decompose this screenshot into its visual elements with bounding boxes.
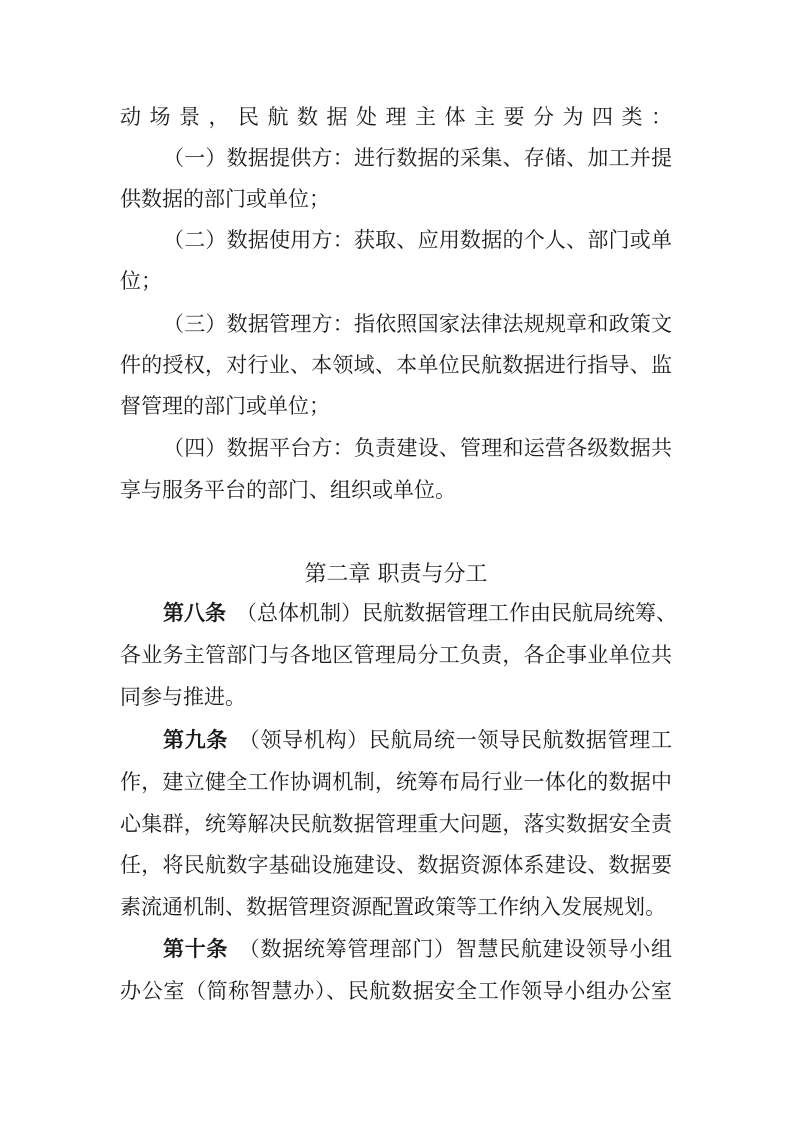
article-text: （总体机制）民航数据管理工作由民航局统筹、 xyxy=(236,601,677,625)
text-line: 各业务主管部门与各地区管理局分工负责，各企事业单位共 xyxy=(120,643,672,667)
article-label: 第八条 xyxy=(163,600,226,625)
text-line: 督管理的部门或单位； xyxy=(120,394,330,418)
text-line: 供数据的部门或单位； xyxy=(120,187,330,211)
text-line: 任，将民航数字基础设施建设、数据资源体系建设、数据要 xyxy=(120,853,672,877)
text-line: （一）数据提供方：进行数据的采集、存储、加工并提 xyxy=(163,146,672,170)
article-first-line xyxy=(163,725,672,755)
article-label: 第十条 xyxy=(163,936,229,961)
article-label: 第九条 xyxy=(163,727,229,752)
article-text: （数据统筹管理部门）智慧民航建设领导小组 xyxy=(238,937,673,961)
text-line: 素流通机制、数据管理资源配置政策等工作纳入发展规划。 xyxy=(120,895,666,919)
text-line: 享与服务平台的部门、组织或单位。 xyxy=(120,478,456,502)
article-first-line xyxy=(163,598,677,628)
text-line: 办公室（简称智慧办）、民航数据安全工作领导小组办公室 xyxy=(120,979,672,1003)
chapter-heading: 第二章 职责与分工 xyxy=(304,562,488,587)
text-line: 心集群，统筹解决民航数据管理重大问题，落实数据安全责 xyxy=(120,812,672,836)
article-text: （领导机构）民航局统一领导民航数据管理工 xyxy=(238,728,673,752)
text-line: 同参与推进。 xyxy=(120,685,246,709)
text-line: 位； xyxy=(120,269,162,293)
text-line: （二）数据使用方：获取、应用数据的个人、部门或单 xyxy=(163,228,672,252)
text-line: （四）数据平台方：负责建设、管理和运营各级数据共 xyxy=(163,436,672,460)
text-line: 动场景，民航数据处理主体主要分为四类： xyxy=(120,105,672,129)
article-first-line xyxy=(163,934,672,964)
text-line: （三）数据管理方：指依照国家法律法规规章和政策文 xyxy=(163,312,672,336)
text-line: 作，建立健全工作协调机制，统筹布局行业一体化的数据中 xyxy=(120,770,672,794)
text-line: 件的授权，对行业、本领域、本单位民航数据进行指导、监 xyxy=(120,353,672,377)
